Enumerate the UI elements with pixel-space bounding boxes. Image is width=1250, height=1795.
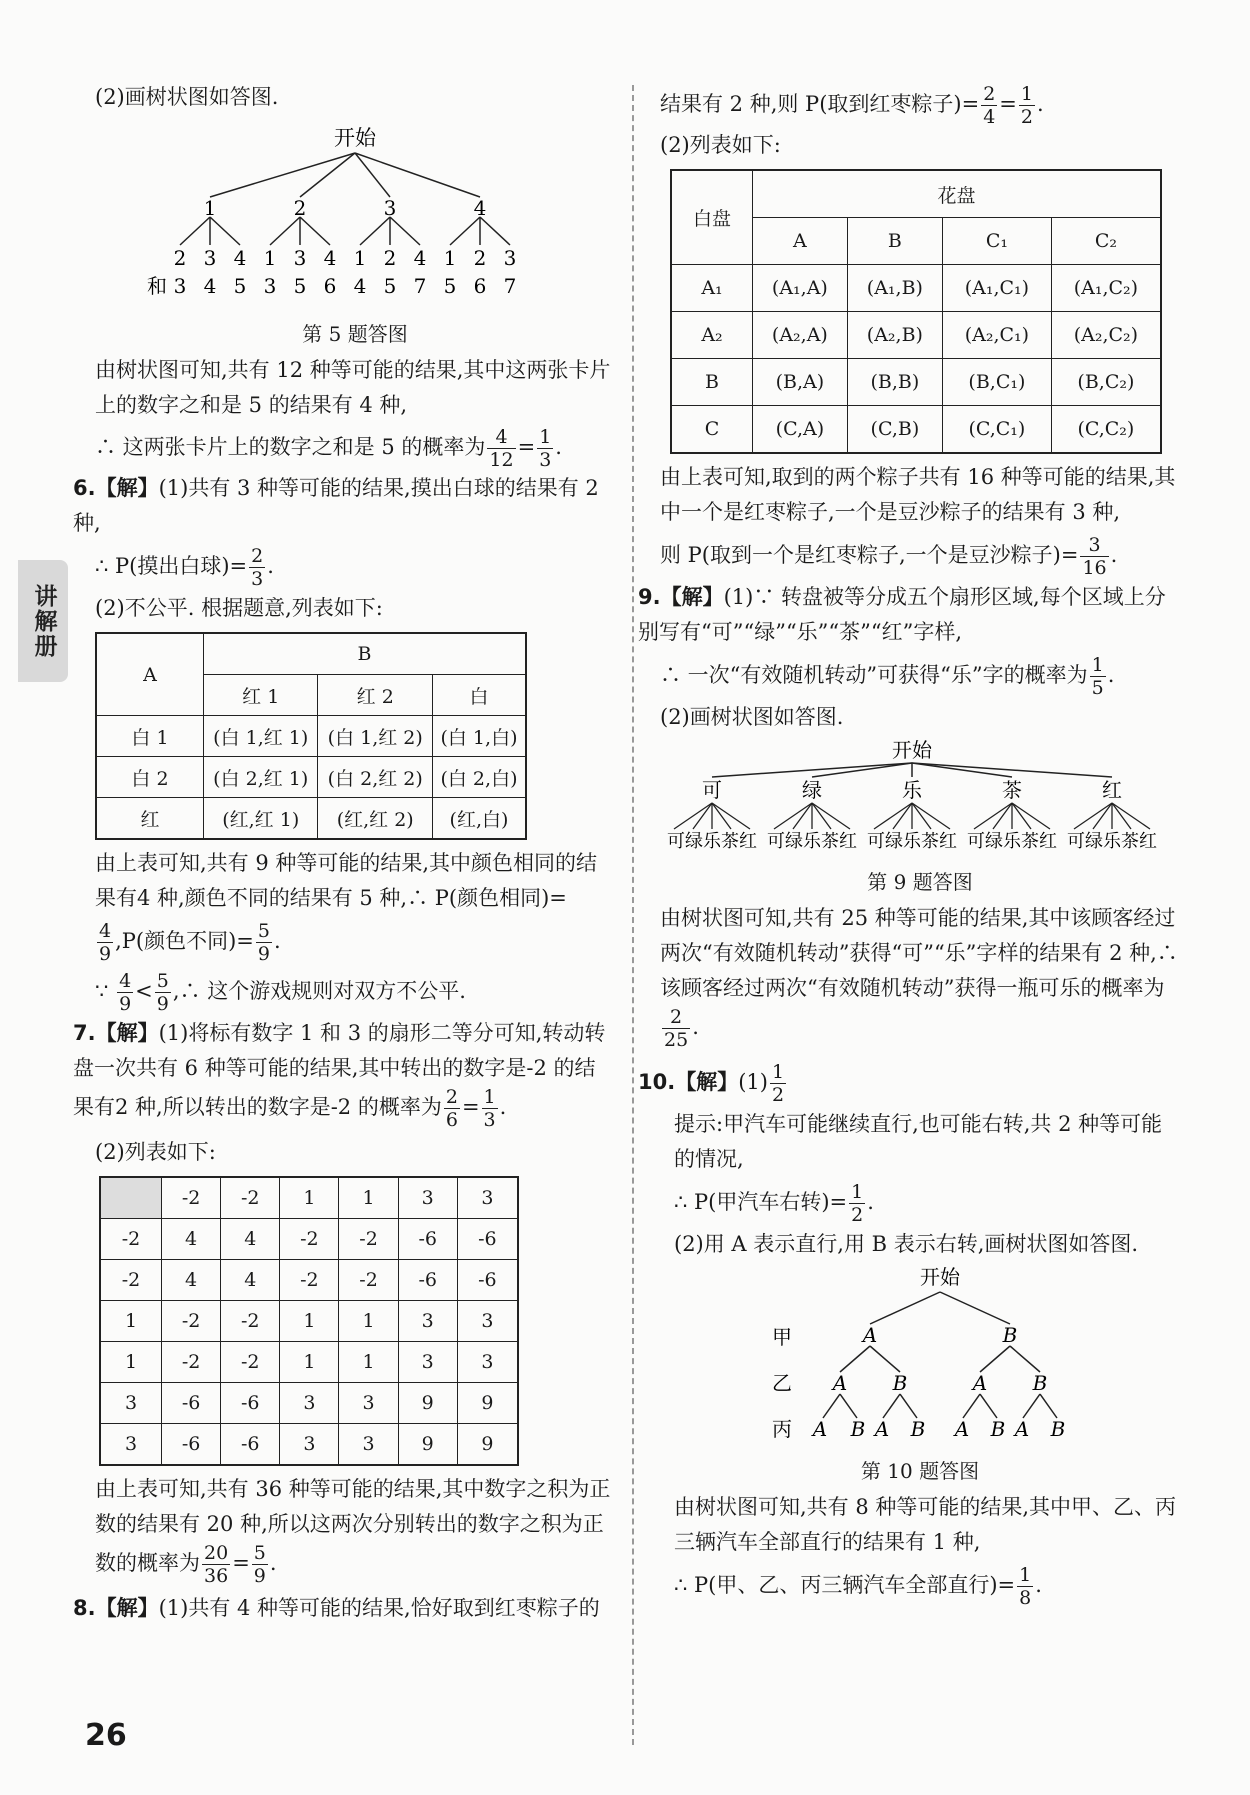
q10-p3: ∴ P(甲汽车右转)= bbox=[674, 1190, 848, 1214]
q7-row-header: 3 bbox=[100, 1424, 162, 1466]
q10-tree-lines bbox=[823, 1292, 1057, 1418]
q8-cell: (A₁,C₂) bbox=[1051, 265, 1161, 312]
q8-row-header: C bbox=[671, 406, 753, 454]
side-tab-label: 讲解册 bbox=[30, 583, 57, 659]
q7-cell: -2 bbox=[221, 1301, 280, 1342]
q5-tree-sum: 5 bbox=[293, 274, 307, 298]
q8-p1-right: 结果有 2 种,则 P(取到红枣粽子)= bbox=[660, 92, 980, 116]
q8-cell: (A₁,C₁) bbox=[942, 265, 1051, 312]
q8-p4: 则 P(取到一个是红枣粽子,一个是豆沙粽子)= bbox=[660, 543, 1079, 567]
q5-frac2: $\frac{1}{3}$ bbox=[539, 426, 552, 471]
q5-tree-l1-1: 2 bbox=[293, 196, 307, 220]
q8-table-corner: 白盘 bbox=[671, 170, 753, 265]
q6-p5-line: $\frac{4}{9}$ ,P(颜色不同)= $\frac{5}{9}$ . bbox=[99, 920, 281, 965]
q5-tree-l2: 2 bbox=[173, 246, 187, 270]
q7-cell: -6 bbox=[221, 1424, 280, 1466]
side-tab bbox=[18, 560, 68, 682]
q5-tree-l2: 2 bbox=[473, 246, 487, 270]
q8-row-header: B bbox=[671, 359, 753, 406]
q6-cmp-frac1: $\frac{4}{9}$ bbox=[119, 970, 132, 1015]
q7-cell: 3 bbox=[398, 1301, 457, 1342]
less-than: < bbox=[135, 979, 153, 1003]
q8-frac2: $\frac{1}{2}$ bbox=[1020, 83, 1033, 128]
q9-tree-branch: 红 bbox=[1102, 778, 1122, 802]
q7-cell: 3 bbox=[398, 1342, 457, 1383]
q8-cell: (A₂,C₁) bbox=[942, 312, 1051, 359]
q9-tree-leaves: 可绿乐茶红 bbox=[867, 831, 957, 852]
q9-frac2: $\frac{2}{25}$ bbox=[664, 1006, 689, 1051]
q7-cell: 3 bbox=[457, 1301, 518, 1342]
q5-tree-l1-0: 1 bbox=[203, 196, 217, 220]
q6-frac-same: $\frac{4}{9}$ bbox=[99, 920, 112, 965]
q9-tree-branch: 茶 bbox=[1002, 778, 1022, 802]
q9-p4: 由树状图可知,共有 25 种等可能的结果,其中该顾客经过两次“有效随机转动”获得“可”“乐”字样的结果有 2 种,∴ 该顾客经过两次“有效随机转动”获得一瓶可乐的概率为 $\frac{2}{25}$ . bbox=[660, 906, 1178, 1051]
q9-tree-leaf-line bbox=[1012, 803, 1031, 829]
q6-p2-line: ∴ P(摸出白球)= $\frac{2}{3}$ . bbox=[95, 545, 274, 590]
q7-header: -2 bbox=[221, 1177, 280, 1219]
q10-l2: B bbox=[892, 1371, 908, 1395]
q7-p3-line: 由上表可知,共有 36 种等可能的结果,其中数字之积为正数的结果有 20 种,所以这两次分别转出的数字之积为正数的概率为 $\frac{20}{36}$ = $\frac{5}{9}$ . bbox=[95, 1477, 611, 1587]
q5-text2: ∴ 这两张卡片上的数字之和是 5 的概率为 bbox=[95, 435, 486, 459]
q7-frac3: $\frac{20}{36}$ bbox=[204, 1542, 229, 1587]
q8-table bbox=[670, 169, 1162, 454]
q8-col: A bbox=[753, 218, 848, 265]
q6-cmp-frac2: $\frac{5}{9}$ bbox=[156, 970, 169, 1015]
q8-cell: (C,C₂) bbox=[1051, 406, 1161, 454]
q8-table-row bbox=[671, 359, 1161, 406]
q10-p6-line: ∴ P(甲、乙、丙三辆汽车全部直行)= $\frac{1}{8}$ . bbox=[674, 1564, 1042, 1609]
q9-frac1: $\frac{1}{5}$ bbox=[1091, 654, 1104, 699]
q5-tree-root: 开始 bbox=[334, 126, 376, 150]
q10-frac1: $\frac{1}{2}$ bbox=[771, 1061, 785, 1106]
q6-number: 6.【解】 bbox=[73, 476, 159, 500]
q10-tree-diagram bbox=[660, 1262, 1180, 1452]
q6-p2: ∴ P(摸出白球)= bbox=[95, 554, 248, 578]
q6-row-header: 红 bbox=[96, 798, 204, 840]
q8-cell: (C,A) bbox=[753, 406, 848, 454]
q10-p1-line bbox=[638, 1057, 1180, 1107]
q5-tree-sum: 5 bbox=[383, 274, 397, 298]
q7-cell: -2 bbox=[280, 1219, 339, 1260]
q10-p5: 由树状图可知,共有 8 种等可能的结果,其中甲、乙、丙三辆汽车全部直行的结果有 1 种, bbox=[674, 1495, 1177, 1554]
q5-text1: 由树状图可知,共有 12 种等可能的结果,其中这两张卡片上的数字之和是 5 的结果有 4 种, bbox=[95, 358, 611, 417]
q8-cell: (C,C₁) bbox=[942, 406, 1051, 454]
q6-cell: (白 1,红 2) bbox=[318, 716, 432, 757]
page-number: 26 bbox=[85, 1718, 127, 1753]
q7-cell: 1 bbox=[339, 1301, 398, 1342]
q8-p1-cont-line: 结果有 2 种,则 P(取到红枣粽子)= $\frac{2}{4}$ = $\frac{1}{2}$ . bbox=[660, 83, 1044, 128]
q8-p3: 由上表可知,取到的两个粽子共有 16 种等可能的结果,其中一个是红枣粽子,一个是豆沙粽子的结果有 3 种, bbox=[660, 465, 1176, 524]
q7-header: 3 bbox=[398, 1177, 457, 1219]
q10-tree-caption: 第 10 题答图 bbox=[860, 1459, 980, 1483]
q9-tree-leaves: 可绿乐茶红 bbox=[967, 831, 1057, 852]
q7-number: 7.【解】 bbox=[73, 1021, 159, 1045]
q10-frac3: $\frac{1}{8}$ bbox=[1019, 1564, 1032, 1609]
q5-tree-l2: 1 bbox=[353, 246, 367, 270]
q5-tree-l2: 3 bbox=[503, 246, 517, 270]
q9-p4-text: 由树状图可知,共有 25 种等可能的结果,其中该顾客经过两次“有效随机转动”获得“可”“乐”字样的结果有 2 种,∴ 该顾客经过两次“有效随机转动”获得一瓶可乐的概率为 bbox=[660, 906, 1178, 1000]
q9-tree-leaf-line bbox=[993, 803, 1012, 829]
q10-l2: A bbox=[972, 1371, 988, 1395]
q9-tree-leaf-line bbox=[1012, 803, 1050, 829]
q7-table-row bbox=[100, 1342, 518, 1383]
q6-p4: 由上表可知,共有 9 种等可能的结果,其中颜色相同的结果有4 种,颜色不同的结果有 5 种,∴ P(颜色相同)= bbox=[95, 851, 598, 910]
q7-cell: -6 bbox=[457, 1260, 518, 1301]
q5-tree-sum: 7 bbox=[503, 274, 517, 298]
q6-table-col: 红 1 bbox=[204, 675, 318, 716]
q10-label-bing: 丙 bbox=[772, 1417, 792, 1441]
q8-cell: (B,A) bbox=[753, 359, 848, 406]
q7-header: 1 bbox=[339, 1177, 398, 1219]
q6-table-row bbox=[96, 798, 526, 840]
q7-header: 1 bbox=[280, 1177, 339, 1219]
q6-cell: (白 2,红 1) bbox=[204, 757, 318, 798]
q7-cell: -2 bbox=[221, 1342, 280, 1383]
q9-tree-leaf-line bbox=[812, 803, 850, 829]
q9-tree-leaf-line bbox=[712, 803, 750, 829]
q7-p3: 由上表可知,共有 36 种等可能的结果,其中数字之积为正数的结果有 20 种,所以这两次分别转出的数字之积为正数的概率为 bbox=[95, 1477, 611, 1575]
q8-cell: (A₂,A) bbox=[753, 312, 848, 359]
q8-cell: (B,C₁) bbox=[942, 359, 1051, 406]
q8-row-header: A₂ bbox=[671, 312, 753, 359]
q7-p2: (2)列表如下: bbox=[95, 1140, 216, 1164]
q7-table-row bbox=[100, 1383, 518, 1424]
q7-header: 3 bbox=[457, 1177, 518, 1219]
q10-l3: B bbox=[910, 1417, 926, 1441]
q6-cell: (红,红 2) bbox=[318, 798, 432, 840]
q6-cell: (白 2,红 2) bbox=[318, 757, 432, 798]
q5-tree-l2: 4 bbox=[233, 246, 247, 270]
q7-row-header: 3 bbox=[100, 1383, 162, 1424]
q7-cell: -6 bbox=[162, 1383, 221, 1424]
q7-cell: -2 bbox=[162, 1301, 221, 1342]
q5-tree-sum: 6 bbox=[323, 274, 337, 298]
q5-tree-l1-2: 3 bbox=[383, 196, 397, 220]
q6-frac: $\frac{2}{3}$ bbox=[251, 545, 264, 590]
q7-cell: 1 bbox=[339, 1342, 398, 1383]
q8-col: B bbox=[847, 218, 942, 265]
q5-tree-caption: 第 5 题答图 bbox=[302, 322, 408, 346]
q10-p2: 提示:甲汽车可能继续直行,也可能右转,共 2 种等可能的情况, bbox=[674, 1112, 1163, 1171]
q9-tree-branch-line bbox=[812, 763, 912, 777]
q9-number: 9.【解】 bbox=[638, 585, 724, 609]
q10-number: 10.【解】 bbox=[638, 1070, 739, 1094]
q9-tree-leaves: 可绿乐茶红 bbox=[667, 831, 757, 852]
q7-table bbox=[99, 1176, 519, 1466]
q7-frac1: $\frac{2}{6}$ bbox=[445, 1086, 458, 1131]
q7-cell: -6 bbox=[398, 1219, 457, 1260]
q7-cell: 3 bbox=[339, 1424, 398, 1466]
q10-l3: A bbox=[812, 1417, 828, 1441]
q10-l3: B bbox=[990, 1417, 1006, 1441]
q8-cell: (A₁,A) bbox=[753, 265, 848, 312]
q5-tree-sum: 5 bbox=[443, 274, 457, 298]
q10-tree-root: 开始 bbox=[920, 1265, 960, 1289]
q5-tree-lines bbox=[180, 153, 510, 245]
q5-tree-l2: 3 bbox=[203, 246, 217, 270]
q6-p4-line bbox=[95, 846, 615, 916]
q5-tree-sum: 3 bbox=[173, 274, 187, 298]
q7-cell: 1 bbox=[280, 1301, 339, 1342]
q6-table-row bbox=[96, 716, 526, 757]
q9-tree-caption: 第 9 题答图 bbox=[867, 870, 973, 894]
q6-cell: (红,红 1) bbox=[204, 798, 318, 840]
q6-p1: (1)共有 3 种等可能的结果,摸出白球的结果有 2 种, bbox=[73, 476, 599, 535]
q9-tree-leaf-line bbox=[1093, 803, 1112, 829]
q7-cell: -2 bbox=[162, 1342, 221, 1383]
q8-number: 8.【解】 bbox=[73, 1596, 159, 1620]
q9-tree-branch-line bbox=[912, 763, 1112, 777]
q9-tree-leaf-line bbox=[974, 803, 1012, 829]
q7-cell: -6 bbox=[457, 1219, 518, 1260]
q9-tree-branch: 乐 bbox=[902, 778, 922, 802]
q6-cell: (白 2,白) bbox=[432, 757, 526, 798]
q7-p1: (1)将标有数字 1 和 3 的扇形二等分可知,转动转盘一次共有 6 种等可能的结果,其中转出的数字是-2 的结果有2 种,所以转出的数字是-2 的概率为 bbox=[73, 1021, 606, 1119]
q9-tree-leaf-line bbox=[774, 803, 812, 829]
q10-l2: A bbox=[832, 1371, 848, 1395]
q7-frac2: $\frac{1}{3}$ bbox=[483, 1086, 496, 1131]
q9-tree-leaf-line bbox=[712, 803, 731, 829]
q5-tree-sum: 4 bbox=[203, 274, 217, 298]
q6-cell: (白 1,红 1) bbox=[204, 716, 318, 757]
q6-table-corner: A bbox=[96, 633, 204, 716]
q5-tree-diagram bbox=[95, 115, 615, 315]
q10-p6: ∴ P(甲、乙、丙三辆汽车全部直行)= bbox=[674, 1573, 1016, 1597]
q7-row-header: 1 bbox=[100, 1342, 162, 1383]
q7-cell: 4 bbox=[162, 1260, 221, 1301]
q6-table-col: 白 bbox=[432, 675, 526, 716]
q7-cell: 9 bbox=[398, 1383, 457, 1424]
q7-row-header: 1 bbox=[100, 1301, 162, 1342]
q7-table-row bbox=[100, 1301, 518, 1342]
q8-cell: (A₁,B) bbox=[847, 265, 942, 312]
q8-cell: (B,B) bbox=[847, 359, 942, 406]
q8-table-row bbox=[671, 265, 1161, 312]
q9-tree-leaf-line bbox=[793, 803, 812, 829]
q7-cell: 3 bbox=[339, 1383, 398, 1424]
q5-tree-sum: 4 bbox=[353, 274, 367, 298]
q8-table-row bbox=[671, 312, 1161, 359]
q8-p1-left: (1)共有 4 种等可能的结果,恰好取到红枣粽子的 bbox=[158, 1596, 600, 1620]
q10-l2: B bbox=[1032, 1371, 1048, 1395]
q7-cell: -6 bbox=[162, 1424, 221, 1466]
q7-cell: 3 bbox=[457, 1342, 518, 1383]
q9-p2: ∴ 一次“有效随机转动”可获得“乐”字的概率为 bbox=[660, 663, 1088, 687]
q7-cell: 3 bbox=[280, 1383, 339, 1424]
q9-tree-leaf-line bbox=[1112, 803, 1150, 829]
q5-tree-sum: 7 bbox=[413, 274, 427, 298]
q9-tree-leaf-line bbox=[874, 803, 912, 829]
q6-table-group: B bbox=[204, 633, 527, 675]
q9-tree-leaves: 可绿乐茶红 bbox=[1067, 831, 1157, 852]
q7-table-corner bbox=[100, 1177, 162, 1219]
q9-tree-leaf-line bbox=[893, 803, 912, 829]
q6-table-row bbox=[96, 757, 526, 798]
q5-tree-l2: 2 bbox=[383, 246, 397, 270]
q7-p1-line: 7.【解】(1)将标有数字 1 和 3 的扇形二等分可知,转动转盘一次共有 6 种等可能的结果,其中转出的数字是-2 的结果有2 种,所以转出的数字是-2 的概率为 $\frac{2}{6}$ = $\frac{1}{3}$ . bbox=[73, 1021, 606, 1131]
q7-cell: -2 bbox=[339, 1219, 398, 1260]
q5-tree-l2: 4 bbox=[413, 246, 427, 270]
q10-l3: B bbox=[850, 1417, 866, 1441]
q8-p2: (2)列表如下: bbox=[660, 133, 781, 157]
q7-cell: 4 bbox=[221, 1260, 280, 1301]
q6-p3: (2)不公平. 根据题意,列表如下: bbox=[95, 596, 383, 620]
q6-table bbox=[95, 632, 527, 840]
q5-tree-sum: 5 bbox=[233, 274, 247, 298]
q10-l3: A bbox=[1014, 1417, 1030, 1441]
q6-conclusion: ,∴ 这个游戏规则对双方不公平. bbox=[172, 979, 466, 1003]
q8-cell: (B,C₂) bbox=[1051, 359, 1161, 406]
q9-tree-leaf-line bbox=[912, 803, 931, 829]
q8-p1-line bbox=[73, 1591, 615, 1626]
q7-cell: 9 bbox=[457, 1383, 518, 1424]
q7-cell: 9 bbox=[457, 1424, 518, 1466]
q6-p5: ,P(颜色不同)= bbox=[115, 929, 254, 953]
because-symbol: ∵ bbox=[95, 979, 109, 1003]
q6-row-header: 白 1 bbox=[96, 716, 204, 757]
q7-cell: -2 bbox=[280, 1260, 339, 1301]
q10-l1: B bbox=[1002, 1323, 1018, 1347]
q5-frac1: $\frac{4}{12}$ bbox=[489, 426, 514, 471]
q8-frac3: $\frac{3}{16}$ bbox=[1082, 534, 1107, 579]
q7-cell: 3 bbox=[280, 1424, 339, 1466]
q5-tree-l2: 4 bbox=[323, 246, 337, 270]
q6-cell: (红,白) bbox=[432, 798, 526, 840]
q9-tree-branch-line bbox=[712, 763, 912, 777]
q8-table-group: 花盘 bbox=[753, 170, 1162, 218]
q8-row-header: A₁ bbox=[671, 265, 753, 312]
q8-cell: (A₂,C₂) bbox=[1051, 312, 1161, 359]
q7-table-row bbox=[100, 1260, 518, 1301]
left-column bbox=[73, 80, 615, 1626]
q9-p1: (1)∵ 转盘被等分成五个扇形区域,每个区域上分别写有“可”“绿”“乐”“茶”“红”字样, bbox=[638, 585, 1166, 644]
q5-tree-l2: 1 bbox=[263, 246, 277, 270]
q9-tree-leaf-line bbox=[812, 803, 831, 829]
q10-frac2: $\frac{1}{2}$ bbox=[851, 1181, 864, 1226]
q9-tree-leaf-line bbox=[912, 803, 950, 829]
q6-p1-line bbox=[73, 471, 615, 541]
q7-table-row bbox=[100, 1424, 518, 1466]
q6-table-col: 红 2 bbox=[318, 675, 432, 716]
q7-row-header: -2 bbox=[100, 1260, 162, 1301]
q5-tree-sum-label: 和 bbox=[147, 274, 167, 298]
q8-cell: (A₂,B) bbox=[847, 312, 942, 359]
q5-tree-sum: 3 bbox=[263, 274, 277, 298]
q6-row-header: 白 2 bbox=[96, 757, 204, 798]
q9-tree-leaf-line bbox=[674, 803, 712, 829]
q10-p3-line: ∴ P(甲汽车右转)= $\frac{1}{2}$ . bbox=[674, 1181, 874, 1226]
q8-col: C₂ bbox=[1051, 218, 1161, 265]
q5-text2-line: ∴ 这两张卡片上的数字之和是 5 的概率为 $\frac{4}{12}$ = $\frac{1}{3}$ . bbox=[95, 426, 562, 471]
q7-header: -2 bbox=[162, 1177, 221, 1219]
q9-tree-leaf-line bbox=[1112, 803, 1131, 829]
q5-tree-l1-3: 4 bbox=[473, 196, 487, 220]
q7-cell: 9 bbox=[398, 1424, 457, 1466]
q9-tree-diagram bbox=[650, 735, 1170, 863]
q9-tree-leaf-line bbox=[693, 803, 712, 829]
q7-row-header: -2 bbox=[100, 1219, 162, 1260]
q8-cell: (C,B) bbox=[847, 406, 942, 454]
q5-tree-l2: 3 bbox=[293, 246, 307, 270]
q7-cell: -2 bbox=[339, 1260, 398, 1301]
q5-tree-l2: 1 bbox=[443, 246, 457, 270]
q6-cell: (白 1,白) bbox=[432, 716, 526, 757]
q10-l3: B bbox=[1050, 1417, 1066, 1441]
q7-cell: 4 bbox=[221, 1219, 280, 1260]
q10-l3: A bbox=[874, 1417, 890, 1441]
q7-table-row bbox=[100, 1219, 518, 1260]
q7-frac4: $\frac{5}{9}$ bbox=[253, 1542, 266, 1587]
column-divider bbox=[632, 85, 634, 1745]
q9-p3: (2)画树状图如答图. bbox=[660, 705, 844, 729]
q9-tree-branch: 绿 bbox=[802, 778, 822, 802]
q8-frac1: $\frac{2}{4}$ bbox=[983, 83, 996, 128]
q10-l3: A bbox=[954, 1417, 970, 1441]
q6-frac-diff: $\frac{5}{9}$ bbox=[257, 920, 270, 965]
q10-p4: (2)用 A 表示直行,用 B 表示右转,画树状图如答图. bbox=[674, 1232, 1139, 1256]
q9-tree-branch-line bbox=[912, 763, 1012, 777]
q9-tree-branch: 可 bbox=[702, 778, 722, 802]
q5-tree-intro: (2)画树状图如答图. bbox=[95, 85, 279, 109]
q8-table-row bbox=[671, 406, 1161, 454]
q7-cell: 1 bbox=[280, 1342, 339, 1383]
q10-label-yi: 乙 bbox=[772, 1371, 792, 1395]
q7-cell: -6 bbox=[398, 1260, 457, 1301]
q9-p2-line: ∴ 一次“有效随机转动”可获得“乐”字的概率为 $\frac{1}{5}$ . bbox=[660, 654, 1115, 699]
right-column bbox=[638, 80, 1180, 1610]
q6-p6-line bbox=[95, 966, 615, 1016]
q9-tree-leaf-line bbox=[1074, 803, 1112, 829]
q7-cell: -6 bbox=[221, 1383, 280, 1424]
q10-label-jia: 甲 bbox=[772, 1325, 792, 1349]
q9-p1-line bbox=[638, 580, 1180, 650]
q9-tree-root: 开始 bbox=[892, 738, 932, 762]
q10-l1: A bbox=[862, 1323, 878, 1347]
q8-p4-line: 则 P(取到一个是红枣粽子,一个是豆沙粽子)= $\frac{3}{16}$ . bbox=[660, 534, 1118, 579]
q8-col: C₁ bbox=[942, 218, 1051, 265]
q5-tree-sum: 6 bbox=[473, 274, 487, 298]
q9-tree-leaves: 可绿乐茶红 bbox=[767, 831, 857, 852]
q7-cell: 4 bbox=[162, 1219, 221, 1260]
q10-p1: (1) bbox=[738, 1070, 768, 1094]
